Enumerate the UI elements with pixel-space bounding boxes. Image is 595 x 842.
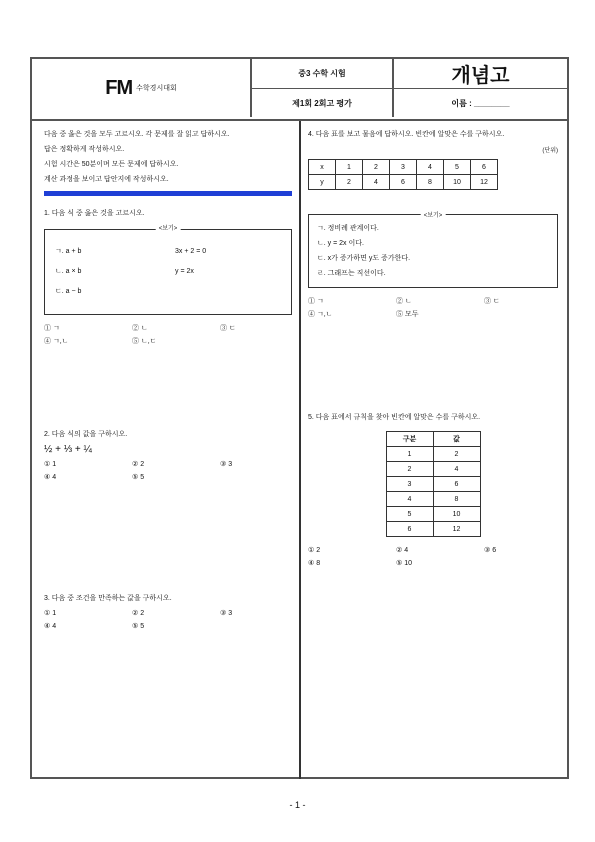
- header: [32, 59, 567, 121]
- choice[interactable]: ③ 3: [220, 461, 233, 468]
- question-4: 4. 다음 표를 보고 물음에 답하시오. 빈칸에 알맞은 수를 구하시오.: [308, 131, 505, 138]
- choice[interactable]: ① 2: [308, 547, 321, 554]
- cell: 2: [336, 175, 363, 190]
- cell: 6: [471, 160, 498, 175]
- choice[interactable]: ② 2: [132, 461, 145, 468]
- choice[interactable]: ① 1: [44, 461, 57, 468]
- example-box-2: [308, 214, 558, 288]
- intro-line: 다음 중 옳은 것을 모두 고르시오. 각 문제를 잘 읽고 답하시오.: [44, 131, 230, 138]
- right-column: [308, 129, 558, 569]
- expression: ½ + ⅓ + ¼: [44, 444, 92, 455]
- cell: 4: [417, 160, 444, 175]
- choices-5: [308, 545, 558, 569]
- page-frame: [30, 57, 569, 779]
- choice[interactable]: ① ㄱ: [44, 325, 60, 332]
- choice[interactable]: ② ㄴ: [132, 325, 148, 332]
- unit-note: (단위): [542, 148, 558, 154]
- choice[interactable]: ⑤ 5: [132, 474, 145, 481]
- header-mid: [252, 59, 394, 117]
- example-box-1: [44, 226, 292, 315]
- choices-4: [308, 296, 558, 320]
- cell: 8: [417, 175, 444, 190]
- cell: 1: [386, 447, 433, 462]
- cell: 2: [363, 160, 390, 175]
- box-item: ㄹ. 그래프는 직선이다.: [317, 270, 386, 277]
- value-table: [308, 159, 498, 190]
- cell: x: [309, 160, 336, 175]
- logo: [32, 59, 252, 117]
- choice[interactable]: ④ 4: [44, 474, 57, 481]
- box-item: ㄴ. a × b: [55, 268, 82, 275]
- box-item: ㄱ. a + b: [55, 248, 82, 255]
- header-right: [394, 59, 567, 117]
- choice[interactable]: ⑤ 5: [132, 623, 145, 630]
- question-5: 5. 다음 표에서 규칙을 찾아 빈칸에 알맞은 수를 구하시오.: [308, 414, 481, 421]
- question-2: 2. 다음 식의 값을 구하시오.: [44, 431, 128, 438]
- cell: 12: [433, 522, 480, 537]
- cell: 4: [363, 175, 390, 190]
- cell: 2: [386, 462, 433, 477]
- question-1: 1. 다음 식 중 옳은 것을 고르시오.: [44, 210, 145, 217]
- intro-line: 계산 과정을 보이고 답안지에 작성하시오.: [44, 176, 169, 183]
- cell: 6: [433, 477, 480, 492]
- choice[interactable]: ⑤ 10: [396, 560, 413, 567]
- choice[interactable]: ③ ㄷ: [484, 298, 500, 305]
- cell: 10: [433, 507, 480, 522]
- box-item: ㄱ. 정비례 관계이다.: [317, 225, 379, 232]
- cell: 2: [433, 447, 480, 462]
- cell: 1: [336, 160, 363, 175]
- box-side: 3x + 2 = 0: [175, 248, 207, 255]
- box-tag: <보기>: [421, 209, 446, 224]
- box-item: ㄷ. x가 증가하면 y도 증가한다.: [317, 255, 411, 262]
- choice[interactable]: ② ㄴ: [396, 298, 412, 305]
- header-cell: 값: [433, 432, 480, 447]
- choice[interactable]: ③ 3: [220, 610, 233, 617]
- choice[interactable]: ② 2: [132, 610, 145, 617]
- intro-line: 답은 정확하게 작성하시오.: [44, 146, 125, 153]
- choice[interactable]: ⑤ ㄴ,ㄷ: [132, 338, 157, 345]
- box-item: ㄴ. y = 2x 이다.: [317, 240, 364, 247]
- cell: 10: [444, 175, 471, 190]
- school-name: 개념고: [394, 59, 567, 89]
- choice[interactable]: ⑤ 모두: [396, 311, 419, 318]
- logo-main: FM: [105, 76, 133, 99]
- intro-line: 시험 시간은 50분이며 모든 문제에 답하시오.: [44, 161, 179, 168]
- header-cell: 구분: [386, 432, 433, 447]
- choice[interactable]: ④ ㄱ,ㄴ: [44, 338, 69, 345]
- cell: 12: [471, 175, 498, 190]
- choice[interactable]: ① ㄱ: [308, 298, 324, 305]
- question-3: 3. 다음 중 조건을 만족하는 값을 구하시오.: [44, 595, 172, 602]
- cell: 4: [433, 462, 480, 477]
- logo-sub: 수학경시대회: [136, 85, 177, 92]
- choices-3: [44, 608, 292, 632]
- rule-table: [386, 431, 481, 537]
- cell: 6: [390, 175, 417, 190]
- choice[interactable]: ① 1: [44, 610, 57, 617]
- choice[interactable]: ④ 4: [44, 623, 57, 630]
- cell: 3: [390, 160, 417, 175]
- exam-title: 중3 수학 시험: [252, 59, 392, 89]
- box-tag: <보기>: [156, 224, 181, 235]
- choice[interactable]: ③ 6: [484, 547, 497, 554]
- choices-2: [44, 459, 292, 483]
- exam-subtitle: 제1회 2회고 평가: [292, 99, 352, 108]
- choice[interactable]: ④ 8: [308, 560, 321, 567]
- cell: 5: [444, 160, 471, 175]
- choice[interactable]: ② 4: [396, 547, 409, 554]
- cell: 4: [386, 492, 433, 507]
- box-side: y = 2x: [175, 268, 194, 275]
- cell: 6: [386, 522, 433, 537]
- cell: y: [309, 175, 336, 190]
- cell: 8: [433, 492, 480, 507]
- cell: 5: [386, 507, 433, 522]
- choice[interactable]: ④ ㄱ,ㄴ: [308, 311, 333, 318]
- blue-rule: [44, 191, 292, 196]
- choices-1: [44, 323, 292, 347]
- box-item: ㄷ. a − b: [55, 288, 82, 295]
- column-divider: [299, 121, 301, 779]
- left-column: [44, 129, 292, 632]
- name-field: 이름 : ________: [451, 99, 510, 108]
- page-number: - 1 -: [289, 800, 306, 810]
- choice[interactable]: ③ ㄷ: [220, 325, 236, 332]
- cell: 3: [386, 477, 433, 492]
